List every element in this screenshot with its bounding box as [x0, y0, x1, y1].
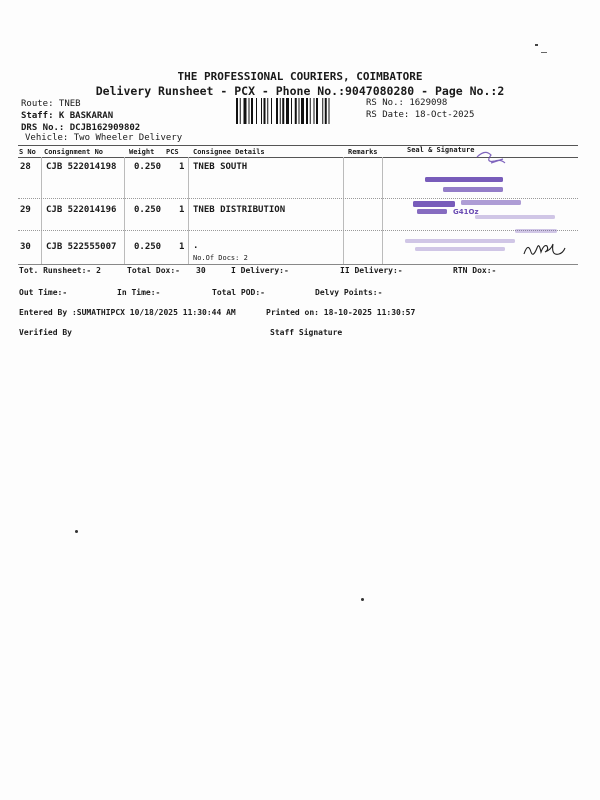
header-seal: Seal & Signature — [407, 146, 475, 154]
header-consignment: Consignment No — [44, 148, 104, 156]
row-weight: 0.250 — [134, 242, 162, 252]
staff-signature: Staff Signature — [270, 328, 343, 337]
row-sno: 30 — [20, 242, 31, 252]
out-time: Out Time:- — [19, 288, 68, 297]
vehicle-label: Vehicle: Two Wheeler Delivery — [25, 133, 183, 143]
total-runsheet: Tot. Runsheet:- 2 — [19, 266, 101, 275]
row-consignment: CJB 522014196 — [46, 205, 117, 215]
row-weight: 0.250 — [134, 162, 162, 172]
scan-speck — [535, 44, 538, 46]
row-consignment: CJB 522555007 — [46, 242, 117, 252]
row-consignee: TNEB SOUTH — [193, 162, 248, 172]
header-remarks: Remarks — [348, 148, 378, 156]
row-sno: 28 — [20, 162, 31, 172]
total-dox-value: 30 — [196, 266, 206, 275]
rtn-dox: RTN Dox:- — [453, 266, 497, 275]
delivery-points: Delvy Points:- — [315, 288, 383, 297]
row-sno: 29 — [20, 205, 31, 215]
barcode-image — [236, 98, 362, 124]
staff-label: Staff: K BASKARAN — [21, 111, 114, 121]
printed-on: Printed on: 18-10-2025 11:30:57 — [266, 308, 416, 317]
total-pod: Total POD:- — [212, 288, 265, 297]
row-consignment: CJB 522014198 — [46, 162, 117, 172]
col-divider — [124, 157, 125, 264]
total-dox-label: Total Dox:- — [127, 266, 180, 275]
col-divider — [188, 157, 189, 264]
header-consignee: Consignee Details — [193, 148, 265, 156]
table-bottom-rule — [18, 264, 578, 265]
scan-speck — [75, 530, 78, 533]
row-pcs: 1 — [179, 205, 185, 215]
company-title: THE PROFESSIONAL COURIERS, COIMBATORE — [177, 70, 423, 83]
rs-number: RS No.: 1629098 — [366, 98, 448, 108]
docs-count: No.Of Docs: 2 — [193, 254, 248, 262]
row-consignee: . — [193, 241, 199, 251]
header-sno: S No — [19, 148, 36, 156]
scan-speck — [541, 52, 547, 53]
i-delivery: I Delivery:- — [231, 266, 289, 275]
handwritten-signature-icon — [520, 236, 570, 264]
verified-by: Verified By — [19, 328, 72, 337]
header-pcs: PCS — [166, 148, 179, 156]
header-weight: Weight — [129, 148, 155, 156]
route-label: Route: TNEB — [21, 99, 81, 109]
scan-speck — [361, 598, 364, 601]
ii-delivery: II Delivery:- — [340, 266, 403, 275]
drs-number: DRS No.: DCJB162909802 — [21, 123, 141, 133]
rs-date: RS Date: 18-Oct-2025 — [366, 110, 475, 120]
stamp-code-text: G41Oz — [453, 208, 479, 216]
entered-by: Entered By :SUMATHIPCX 10/18/2025 11:30:44 AM — [19, 308, 236, 317]
col-divider — [41, 157, 42, 264]
row-pcs: 1 — [179, 242, 185, 252]
col-divider — [343, 157, 344, 264]
row-consignee: TNEB DISTRIBUTION — [193, 205, 286, 215]
col-divider — [382, 157, 383, 264]
runsheet-subtitle: Delivery Runsheet - PCX - Phone No.:9047080280 - Page No.:2 — [95, 84, 505, 98]
row-weight: 0.250 — [134, 205, 162, 215]
in-time: In Time:- — [117, 288, 161, 297]
row-pcs: 1 — [179, 162, 185, 172]
